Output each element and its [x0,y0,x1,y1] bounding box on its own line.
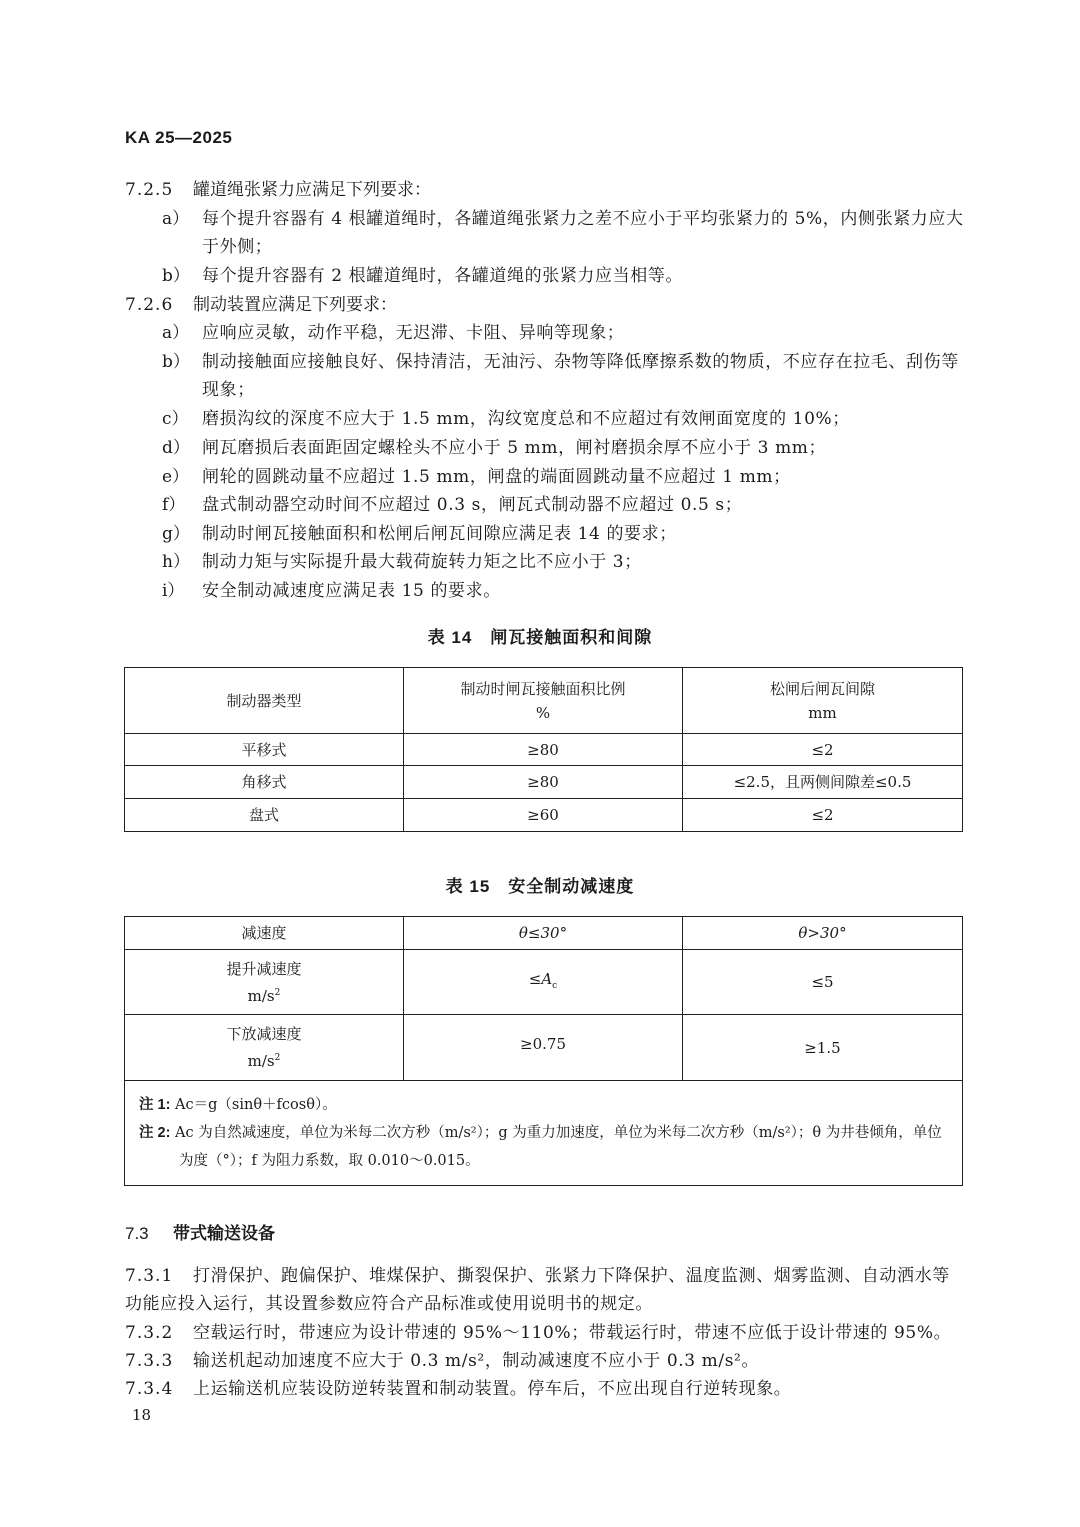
table-header-row [125,917,963,950]
item-text: 闸轮的圆跳动量不应超过 1.5 mm，闸盘的端面圆跳动量不应超过 1 mm； [202,467,791,487]
list-item [162,434,967,462]
item-text: 制动力矩与实际提升最大载荷旋转力矩之比不应小于 3； [202,552,642,572]
item-mark: b） [162,352,190,372]
item-mark: i） [162,581,185,601]
table-cell: ≤2.5，且两侧间隙差≤0.5 [683,766,963,799]
table-cell [125,1015,404,1081]
clause-title: 罐道绳张紧力应满足下列要求： [193,180,431,200]
item-mark: g） [162,524,190,544]
table-14-title: 表 14 闸瓦接触面积和间隙 [427,628,653,647]
clause-text: 输送机起动加速度不应大于 0.3 m/s²，制动减速度不应小于 0.3 m/s²。 [193,1351,760,1371]
table-cell: ≥80 [404,766,683,799]
table-cell: ≤2 [683,799,963,832]
note-2: 注 2: Ac 为自然减速度，单位为米每二次方秒（m/s²）；g 为重力加速度，单位为米每二次方秒（m/s²）；θ 为井巷倾角，单位为度（°）；f 为阻力系数，取 0.010～0.015。 [139,1125,942,1169]
header-cell: θ≤30° [404,917,683,950]
table-14 [124,667,963,832]
row-unit: $m/s^2$ [247,1052,281,1070]
table-notes-row [125,1081,963,1186]
section-title: 带式输送设备 [173,1224,275,1243]
section-7-3-heading [125,1219,275,1244]
table-cell: 盘式 [125,799,404,832]
list-item [162,405,967,433]
header-cell: 制动时闸瓦接触面积比例 % [404,668,683,734]
table-row [125,734,963,766]
clause-number: 7.3.3 [125,1351,174,1371]
list-item [162,319,967,347]
clause-text: 空载运行时，带速应为设计带速的 95%～110%；带载运行时，带速不应低于设计带速的 95%。 [193,1323,952,1343]
clause-number: 7.3.2 [125,1323,174,1343]
clause-title: 制动装置应满足下列要求： [193,295,397,315]
clause-7-2-6 [125,291,397,319]
clause-text: 上运输送机应装设防逆转装置和制动装置。停车后，不应出现自行逆转现象。 [193,1379,792,1399]
item-mark: e） [162,467,190,487]
table-row [125,1015,963,1081]
table-cell: 平移式 [125,734,404,766]
clause-7-3-1 [125,1262,967,1318]
list-item [162,491,967,519]
standard-code: KA 25—2025 [125,128,233,147]
notes-cell [125,1081,963,1186]
clause-7-3-3 [125,1347,967,1375]
clause-number: 7.3.4 [125,1379,174,1399]
item-text: 闸瓦磨损后表面距固定螺栓头不应小于 5 mm，闸衬磨损余厚不应小于 3 mm； [202,438,827,458]
section-number: 7.3 [125,1224,149,1243]
table-15-title: 表 15 安全制动减速度 [445,877,635,896]
clause-number: 7.2.5 [125,180,174,200]
table-cell [125,950,404,1015]
item-mark: h） [162,552,190,572]
item-mark: b） [162,266,190,286]
header-cell: θ>30° [683,917,963,950]
table-header-row [125,668,963,734]
header-cell: 松闸后闸瓦间隙 mm [683,668,963,734]
item-text: 磨损沟纹的深度不应大于 1.5 mm，沟纹宽度总和不应超过有效闸面宽度的 10%； [202,409,850,429]
item-text: 每个提升容器有 2 根罐道绳时，各罐道绳的张紧力应当相等。 [202,266,684,286]
item-mark: f） [162,495,186,515]
clause-text: 打滑保护、跑偏保护、堆煤保护、撕裂保护、张紧力下降保护、温度监测、烟雾监测、自动洒水等功能应投入运行，其设置参数应符合产品标准或使用说明书的规定。 [125,1266,950,1314]
table-cell: $\le A_c$ [404,950,683,1015]
clause-7-2-5 [125,176,431,204]
table-cell: ≤2 [683,734,963,766]
item-mark: d） [162,438,190,458]
table-cell: ≥60 [404,799,683,832]
item-text: 每个提升容器有 4 根罐道绳时，各罐道绳张紧力之差不应小于平均张紧力的 5%，内侧张紧力应大于外侧； [202,209,964,257]
header-cell: 减速度 [125,917,404,950]
row-unit: $m/s^2$ [247,986,281,1005]
item-mark: a） [162,209,190,229]
list-item [162,548,967,576]
list-item [162,348,967,404]
item-text: 盘式制动器空动时间不应超过 0.3 s，闸瓦式制动器不应超过 0.5 s； [202,495,743,515]
item-mark: c） [162,409,189,429]
list-item [162,463,967,491]
list-item [162,520,967,548]
clause-number: 7.2.6 [125,295,174,315]
table-cell: ≤5 [683,950,963,1015]
note-1: 注 1: Ac＝g（sinθ＋fcosθ）。 [139,1097,337,1113]
table-row [125,766,963,799]
table-row [125,799,963,832]
row-label: 提升减速度 [226,959,302,978]
table-cell: ≥0.75 [404,1015,683,1081]
clause-7-3-4 [125,1375,967,1403]
table-row [125,950,963,1015]
item-text: 制动时闸瓦接触面积和松闸后闸瓦间隙应满足表 14 的要求； [202,524,677,544]
clause-7-3-2 [125,1319,967,1347]
item-text: 制动接触面应接触良好、保持清洁，无油污、杂物等降低摩擦系数的物质，不应存在拉毛、刮伤等现象； [202,352,959,400]
clause-number: 7.3.1 [125,1266,174,1286]
table-cell: ≥1.5 [683,1015,963,1081]
header-cell: 制动器类型 [125,668,404,734]
table-15 [124,916,963,1186]
table-cell: 角移式 [125,766,404,799]
item-text: 应响应灵敏，动作平稳，无迟滞、卡阻、异响等现象； [202,323,625,343]
item-text: 安全制动减速度应满足表 15 的要求。 [202,581,501,601]
list-item [162,205,967,261]
list-item [162,577,967,605]
table-cell: ≥80 [404,734,683,766]
page-number: 18 [132,1406,152,1424]
row-label: 下放减速度 [226,1025,302,1043]
list-item [162,262,967,290]
item-mark: a） [162,323,190,343]
